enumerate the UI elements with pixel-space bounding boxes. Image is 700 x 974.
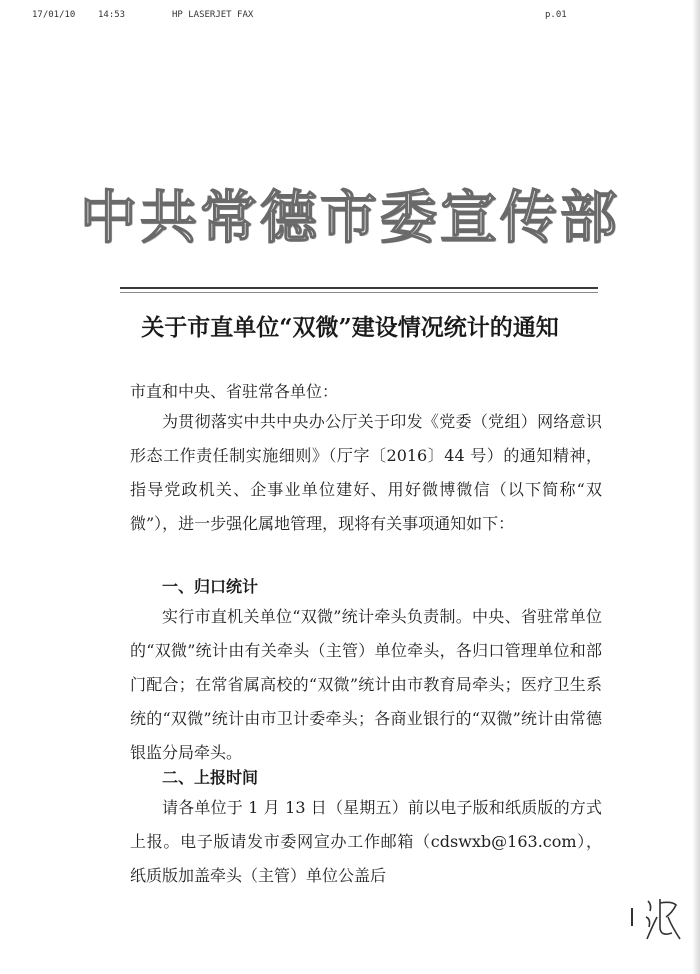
fax-date: 17/01/10 bbox=[32, 10, 76, 20]
paragraph-intro: 为贯彻落实中共中央办公厅关于印发《党委（党组）网络意识形态工作责任制实施细则》（厅字〔2016〕44 号）的通知精神，指导党政机关、企事业单位建好、用好微博微信（以下简称“双微”），进一步强化属地管理，现将有关事项通知如下： bbox=[130, 412, 602, 533]
handwritten-signature bbox=[642, 887, 682, 947]
handwritten-tick-mark bbox=[631, 908, 633, 926]
section-heading-1: 一、归口统计 bbox=[162, 577, 259, 596]
section-heading-2: 二、上报时间 bbox=[162, 768, 259, 787]
fax-time: 14:53 bbox=[98, 10, 126, 20]
paragraph-section-2: 请各单位于 1 月 13 日（星期五）前以电子版和纸质版的方式上报。电子版请发市委网宣办工作邮箱（cdswxb@163.com），纸质版加盖牵头（主管）单位公盖后 bbox=[130, 798, 602, 885]
fax-device: HP LASERJET FAX bbox=[172, 10, 254, 20]
document-title: 关于市直单位“双微”建设情况统计的通知 bbox=[141, 314, 559, 341]
salutation: 市直和中央、省驻常各单位： bbox=[130, 382, 339, 401]
paragraph-section-1: 实行市直机关单位“双微”统计牵头负责制。中央、省驻常单位的“双微”统计由有关牵头（主管）单位牵头，各归口管理单位和部门配合；在常省属高校的“双微”统计由市教育局牵头；医疗卫生系统的“双微”统计由市卫计委牵头；各商业银行的“双微”统计由常德银监分局牵头。 bbox=[130, 607, 602, 762]
letterhead-rule-thick bbox=[120, 287, 598, 289]
fax-header bbox=[0, 10, 700, 26]
letterhead-organization: 中共常德市委宣传部 bbox=[80, 184, 620, 251]
fax-page-number: p.01 bbox=[545, 10, 567, 20]
scan-edge-shadow bbox=[692, 0, 700, 974]
letterhead-rule-thin bbox=[120, 292, 598, 293]
